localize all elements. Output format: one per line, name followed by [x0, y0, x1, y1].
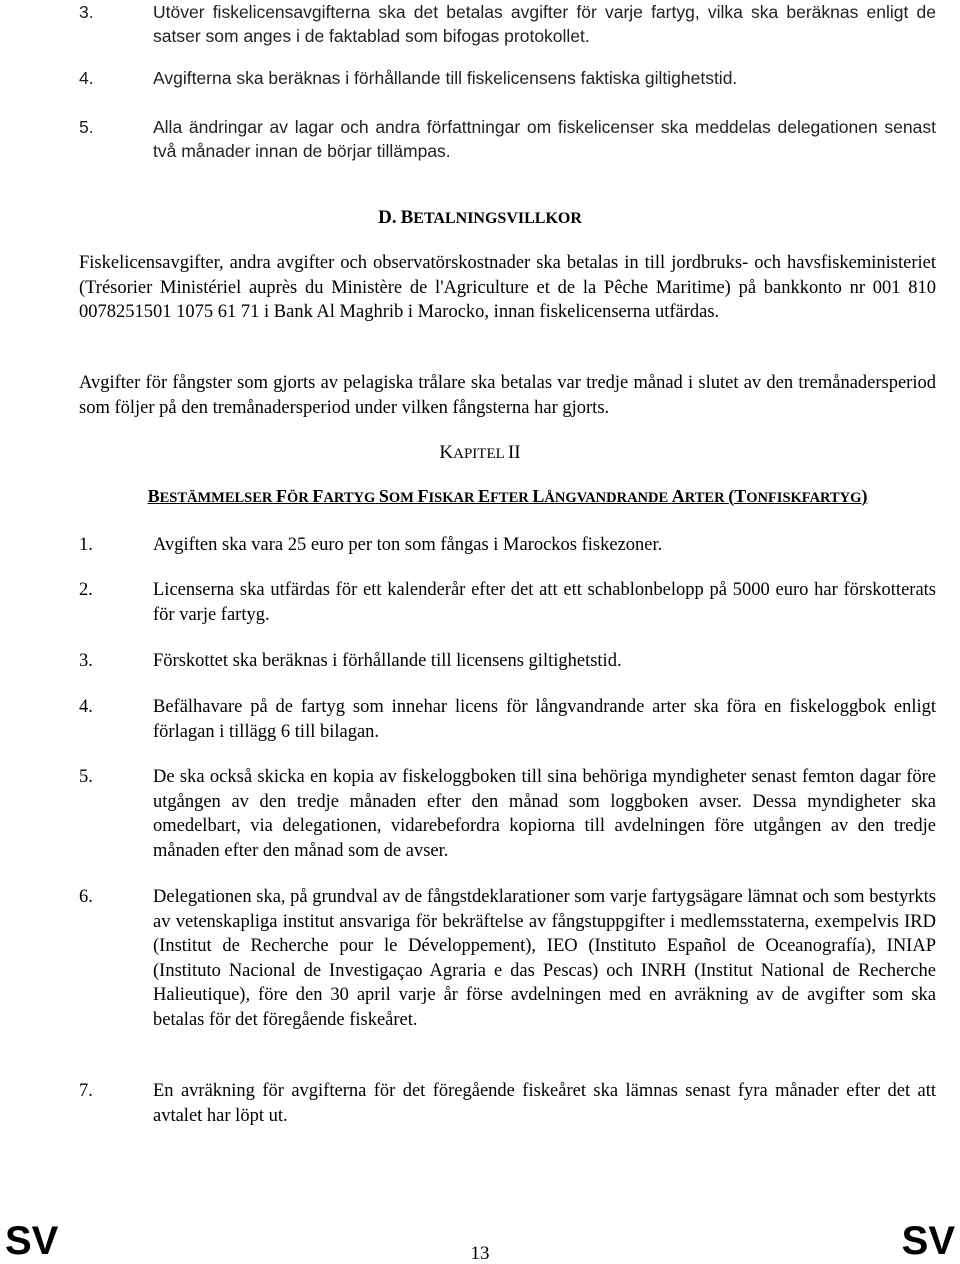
title-initial: B: [147, 486, 160, 506]
item-number: 3.: [79, 651, 93, 671]
list-item: [79, 695, 936, 744]
item-number: 5.: [79, 767, 93, 787]
chapter-title: [79, 486, 936, 507]
title-rest: OM: [388, 490, 414, 506]
title-rest: RTER: [684, 490, 725, 506]
title-initial: A: [671, 486, 685, 506]
title-rest: ÅNGVANDRANDE: [544, 490, 669, 506]
item-number: 2.: [79, 580, 93, 600]
item-text: Avgifterna ska beräknas i förhållande till fiskelicensens faktiska giltighetstid.: [153, 68, 738, 88]
item-text: En avräkning för avgifterna för det föregående fiskeåret ska lämnas senast fyra månader efter det att avtalet har löpt ut.: [153, 1081, 936, 1126]
item-number: 1.: [79, 535, 93, 555]
item-text: Delegationen ska, på grundval av de fångstdeklarationer som varje fartygsägare lämnat och som bestyrkts av vetenskapliga institut ansvariga för bekräftelse av fångstuppgifter i medlemsstaterna, exempelvis IRD (Institut de Recherche pour le Développement), IEO (Instituto Español de Oceanografía), INIAP (Instituto Nacional de Investigaçao Agraria e das Pescas) och INRH (Institut National de Recherche Halieutique), före den 30 april varje år förse avdelningen med en avräkning av de avgifter som ska betalas för det föregående fiskeåret.: [153, 887, 936, 1030]
title-initial: E: [478, 486, 491, 506]
section-heading: [0, 207, 960, 229]
section-title-rest: ETALNINGSVILLKOR: [413, 210, 582, 227]
paragraph: Avgifter för fångster som gjorts av pelagiska trålare ska betalas var tredje månad i slutet av den tremånadersperiod som följer på den tremånadersperiod under vilken fångsterna har gjorts.: [79, 373, 936, 418]
item-text: Avgiften ska vara 25 euro per ton som fångas i Marockos fiskezoner.: [153, 535, 663, 555]
item-number: 4.: [79, 697, 93, 717]
item-text: Förskottet ska beräknas i förhållande till licensens giltighetstid.: [153, 651, 622, 671]
title-rest: ONFISKFARTYG: [746, 490, 862, 506]
title-rest: ISKAR: [428, 490, 475, 506]
title-initial: (T: [728, 486, 747, 506]
title-rest: FTER: [490, 490, 529, 506]
title-rest: ESTÄMMELSER: [159, 490, 273, 506]
title-rest: ÖR: [287, 490, 309, 506]
title-initial: F: [312, 486, 324, 506]
page-number: 13: [470, 1243, 490, 1264]
section-letter: D.: [378, 207, 397, 228]
item-number: 4.: [79, 68, 94, 88]
title-initial: S: [378, 486, 389, 506]
paragraph: Fiskelicensavgifter, andra avgifter och observatörskostnader ska betalas in till jordbruks- och havsfiskeministeriet (Trésorier Ministériel auprès du Ministère de l'Agriculture et de la Pêche Maritime) på bankkonto nr 001 810 0078251501 1075 61 71 i Bank Al Maghrib i Marocko, innan fiskelicenserna utfärdas.: [79, 253, 936, 322]
chapter-heading: [0, 442, 960, 464]
item-text: Befälhavare på de fartyg som innehar licens för långvandrande arter ska föra en fiskeloggbok enligt förlagan i tillägg 6 till bilagan.: [153, 697, 936, 742]
item-text: Alla ändringar av lagar och andra författningar om fiskelicenser ska meddelas delegationen senast två månader innan de börjar tillämpas.: [153, 117, 936, 161]
chapter-initial: K: [439, 442, 454, 463]
chapter-numeral: II: [507, 442, 521, 463]
list-item: [79, 578, 936, 627]
item-text: Utöver fiskelicensavgifterna ska det betalas avgifter för varje fartyg, vilka ska beräknas enligt de satser som anges i de faktablad som bifogas protokollet.: [153, 2, 936, 46]
title-rest: ARTYG: [323, 490, 376, 506]
title-initial: F: [417, 486, 429, 506]
item-number: 7.: [79, 1081, 93, 1101]
list-item: [79, 115, 936, 163]
list-item: [79, 66, 936, 90]
language-code-left: SV: [5, 1219, 59, 1263]
item-number: 3.: [79, 2, 94, 22]
list-item: [79, 533, 936, 558]
title-initial: L: [532, 486, 545, 506]
item-text: De ska också skicka en kopia av fiskeloggboken till sina behöriga myndigheter senast femton dagar före utgången av den tredje månaden efter den månad som loggboken avser. Dessa myndigheter ska omedelbart, via delegationen, vidarebefordra kopiorna till avdelningen före utgången av den tredje månaden efter den månad som de avser.: [153, 767, 936, 861]
list-item: [79, 1079, 936, 1128]
item-number: 6.: [79, 887, 93, 907]
list-item: [79, 885, 936, 1057]
item-number: 5.: [79, 117, 94, 137]
title-initial: F: [276, 486, 288, 506]
language-code-right: SV: [901, 1219, 955, 1263]
chapter-rest: APITEL: [453, 446, 505, 462]
item-text: Licenserna ska utfärdas för ett kalenderår efter det att ett schablonbelopp på 5000 euro har förskotterats för varje fartyg.: [153, 580, 936, 625]
title-closing: ): [861, 486, 868, 506]
list-item: [79, 765, 936, 863]
section-title-initial: B: [400, 207, 414, 228]
list-item: [79, 649, 936, 674]
list-item: [79, 0, 936, 48]
